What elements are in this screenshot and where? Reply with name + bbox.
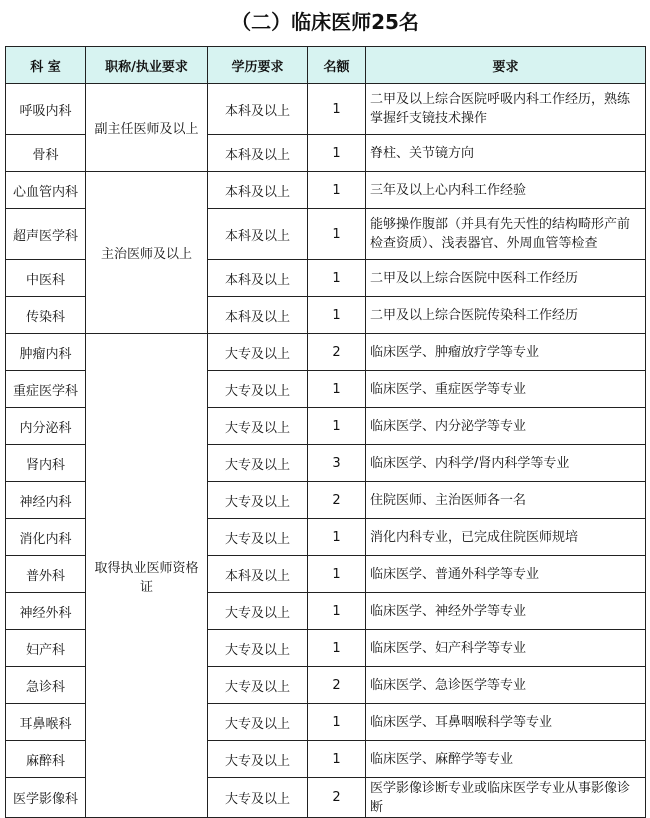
req-cell: 二甲及以上综合医院传染科工作经历 [366,297,646,334]
edu-cell: 本科及以上 [208,209,308,260]
req-cell: 三年及以上心内科工作经验 [366,172,646,209]
dept-cell: 医学影像科 [6,778,86,818]
count-cell: 2 [308,667,366,704]
dept-cell: 传染科 [6,297,86,334]
header-req: 要求 [366,47,646,84]
edu-cell: 本科及以上 [208,260,308,297]
count-cell: 1 [308,297,366,334]
count-cell: 2 [308,334,366,371]
table-row [6,84,646,135]
page-title: （二）临床医师25名 [231,10,419,34]
dept-cell: 心血管内科 [6,172,86,209]
header-title: 职称/执业要求 [86,47,208,84]
count-cell: 1 [308,209,366,260]
count-cell: 1 [308,630,366,667]
dept-cell: 呼吸内科 [6,84,86,135]
recruitment-table [5,46,646,818]
edu-cell: 大专及以上 [208,371,308,408]
count-cell: 1 [308,408,366,445]
count-cell: 1 [308,556,366,593]
count-cell: 1 [308,519,366,556]
edu-cell: 大专及以上 [208,482,308,519]
dept-cell: 麻醉科 [6,741,86,778]
dept-cell: 急诊科 [6,667,86,704]
req-cell: 临床医学、急诊医学等专业 [366,667,646,704]
req-cell: 二甲及以上综合医院中医科工作经历 [366,260,646,297]
dept-cell: 重症医学科 [6,371,86,408]
edu-cell: 本科及以上 [208,172,308,209]
edu-cell: 大专及以上 [208,667,308,704]
edu-cell: 大专及以上 [208,445,308,482]
dept-cell: 肾内科 [6,445,86,482]
count-cell: 2 [308,482,366,519]
count-cell: 3 [308,445,366,482]
dept-cell: 肿瘤内科 [6,334,86,371]
req-cell: 医学影像诊断专业或临床医学专业从事影像诊断 [366,778,646,818]
edu-cell: 大专及以上 [208,704,308,741]
req-cell: 临床医学、内科学/肾内科学等专业 [366,445,646,482]
dept-cell: 中医科 [6,260,86,297]
edu-cell: 大专及以上 [208,334,308,371]
dept-cell: 消化内科 [6,519,86,556]
count-cell: 1 [308,704,366,741]
title-group-cell: 主治医师及以上 [86,172,208,334]
dept-cell: 妇产科 [6,630,86,667]
count-cell: 2 [308,778,366,818]
edu-cell: 大专及以上 [208,630,308,667]
dept-cell: 神经外科 [6,593,86,630]
req-cell: 临床医学、耳鼻咽喉科学等专业 [366,704,646,741]
count-cell: 1 [308,260,366,297]
req-cell: 消化内科专业，已完成住院医师规培 [366,519,646,556]
header-row [6,47,646,84]
dept-cell: 内分泌科 [6,408,86,445]
edu-cell: 大专及以上 [208,778,308,818]
req-cell: 住院医师、主治医师各一名 [366,482,646,519]
edu-cell: 大专及以上 [208,593,308,630]
count-cell: 1 [308,84,366,135]
req-cell: 能够操作腹部（并具有先天性的结构畸形产前检查资质）、浅表器官、外周血管等检查 [366,209,646,260]
req-cell: 临床医学、妇产科学等专业 [366,630,646,667]
dept-cell: 耳鼻喉科 [6,704,86,741]
dept-cell: 神经内科 [6,482,86,519]
req-cell: 临床医学、内分泌学等专业 [366,408,646,445]
count-cell: 1 [308,135,366,172]
edu-cell: 大专及以上 [208,519,308,556]
edu-cell: 大专及以上 [208,408,308,445]
req-cell: 临床医学、神经外学等专业 [366,593,646,630]
header-count: 名额 [308,47,366,84]
dept-cell: 超声医学科 [6,209,86,260]
dept-cell: 骨科 [6,135,86,172]
edu-cell: 大专及以上 [208,741,308,778]
title-group-cell: 取得执业医师资格证 [86,334,208,818]
table-row [6,334,646,371]
req-cell: 临床医学、麻醉学等专业 [366,741,646,778]
edu-cell: 本科及以上 [208,297,308,334]
req-cell: 临床医学、重症医学等专业 [366,371,646,408]
title-group-cell: 副主任医师及以上 [86,84,208,172]
req-cell: 脊柱、关节镜方向 [366,135,646,172]
count-cell: 1 [308,593,366,630]
count-cell: 1 [308,172,366,209]
edu-cell: 本科及以上 [208,556,308,593]
count-cell: 1 [308,371,366,408]
req-cell: 临床医学、普通外科学等专业 [366,556,646,593]
dept-cell: 普外科 [6,556,86,593]
req-cell: 临床医学、肿瘤放疗学等专业 [366,334,646,371]
header-edu: 学历要求 [208,47,308,84]
req-cell: 二甲及以上综合医院呼吸内科工作经历，熟练掌握纤支镜技术操作 [366,84,646,135]
header-dept: 科 室 [6,47,86,84]
table-row [6,172,646,209]
edu-cell: 本科及以上 [208,135,308,172]
count-cell: 1 [308,741,366,778]
edu-cell: 本科及以上 [208,84,308,135]
